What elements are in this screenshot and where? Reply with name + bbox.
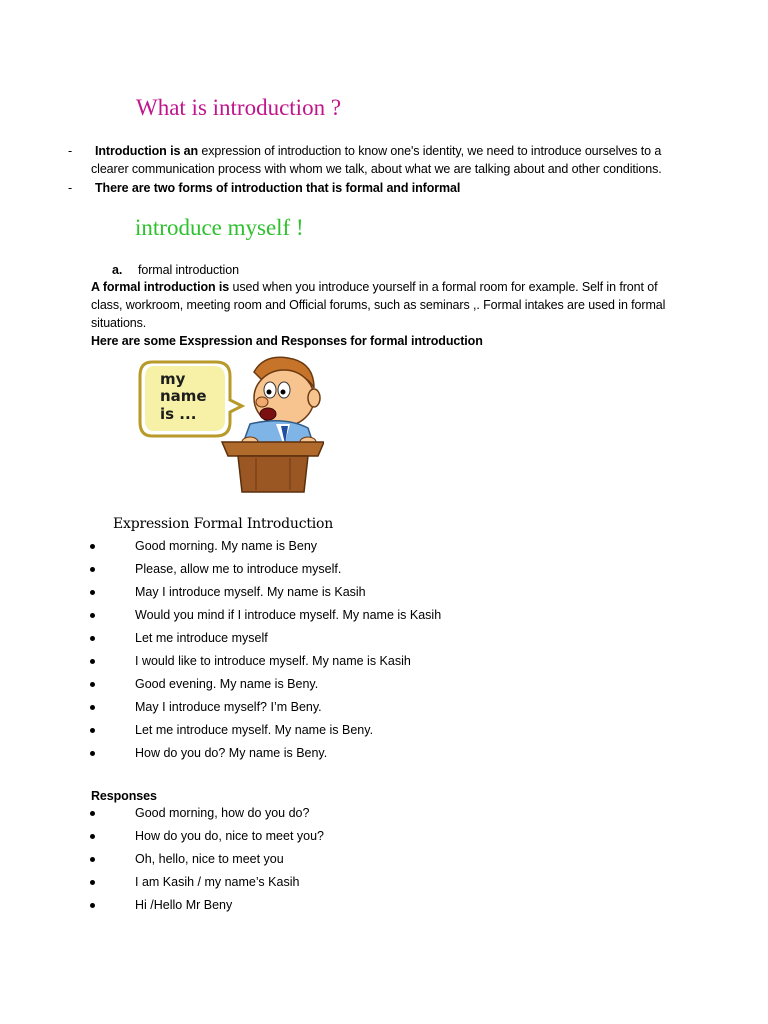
list-item-text: May I introduce myself? I’m Beny. [135, 700, 322, 714]
list-item-text: Would you mind if I introduce myself. My name is Kasih [135, 608, 442, 622]
bullet-icon [90, 880, 95, 885]
formal-rest: used when you introduce yourself in a formal room for example. Self in front of class, workroom, meeting room and Official forums, such as seminars ,. Formal intakes are used in formal situations. [91, 280, 666, 330]
speech-bubble [140, 362, 242, 436]
list-item-text: Let me introduce myself. My name is Beny. [135, 723, 374, 737]
list-item-text: How do you do? My name is Beny. [135, 746, 328, 760]
bullet-icon [90, 613, 95, 618]
expressions-heading: Expression Formal Introduction [113, 516, 334, 532]
intro-paragraph [91, 142, 691, 178]
list-item-text: Good morning, how do you do? [135, 806, 310, 820]
list-item-text: I would like to introduce myself. My name is Kasih [135, 654, 411, 668]
dash-marker: - [68, 181, 73, 195]
speaker-figure [242, 357, 320, 447]
bullet-icon [90, 903, 95, 908]
list-marker-a: a. [112, 263, 123, 277]
speech-line-2: name [160, 387, 207, 405]
bullet-icon [90, 590, 95, 595]
list-item-text: How do you do, nice to meet you? [135, 829, 325, 843]
list-item-text: Good evening. My name is Beny. [135, 677, 319, 691]
bullet-icon [90, 705, 95, 710]
bullet-icon [90, 636, 95, 641]
list-item-text: Hi /Hello Mr Beny [135, 898, 233, 912]
dash-marker: - [68, 144, 73, 158]
list-item-text: Please, allow me to introduce myself. [135, 562, 342, 576]
bullet-icon [90, 567, 95, 572]
list-item-text: I am Kasih / my name’s Kasih [135, 875, 300, 889]
intro-rest: expression of introduction to know one's identity, we need to introduce ourselves to a clearer communication process with whom we talk, about what we are talking about and other conditions. [91, 144, 662, 176]
list-item-text: Oh, hello, nice to meet you [135, 852, 284, 866]
bullet-icon [90, 834, 95, 839]
bullet-icon [90, 751, 95, 756]
bullet-icon [90, 659, 95, 664]
responses-heading: Responses [91, 789, 157, 803]
speech-line-3: is ... [160, 405, 197, 423]
bullet-icon [90, 728, 95, 733]
section-a-label: formal introduction [138, 263, 239, 277]
section-heading: introduce myself ! [135, 215, 304, 240]
list-item-text: Let me introduce myself [135, 631, 268, 645]
two-forms-line: There are two forms of introduction that is formal and informal [95, 181, 461, 195]
formal-paragraph [91, 278, 691, 332]
speech-line-1: my [160, 370, 186, 388]
list-item-text: May I introduce myself. My name is Kasih [135, 585, 366, 599]
formal-bold-lead: A formal introduction is [91, 280, 230, 294]
bullet-icon [90, 682, 95, 687]
bullet-icon [90, 857, 95, 862]
page-title: What is introduction ? [136, 95, 342, 120]
intro-bold-lead: Introduction is an [95, 144, 199, 158]
list-item-text: Good morning. My name is Beny [135, 539, 318, 553]
podium [222, 442, 324, 492]
expressions-intro-line: Here are some Exspression and Responses for formal introduction [91, 334, 483, 348]
bullet-icon [90, 544, 95, 549]
cartoon-illustration [138, 354, 324, 494]
bullet-icon [90, 811, 95, 816]
